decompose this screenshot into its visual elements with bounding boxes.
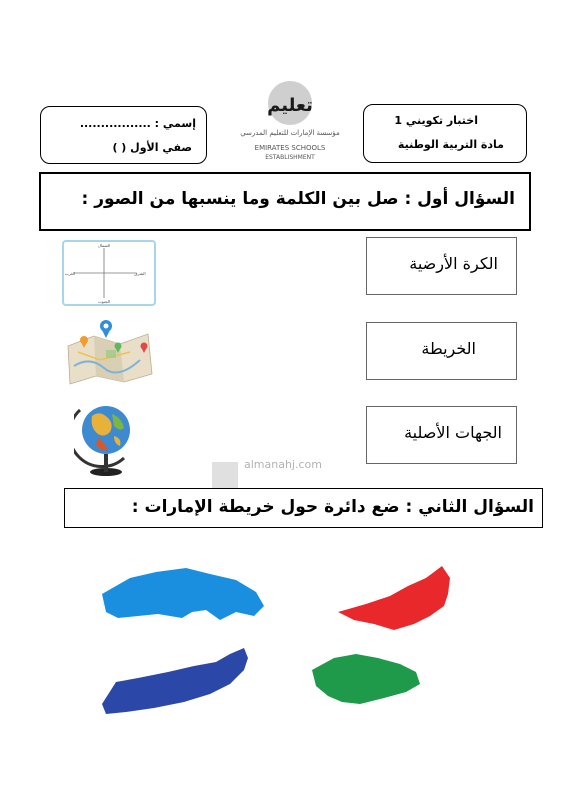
emirates-schools-logo bbox=[240, 73, 340, 168]
logo-org-en-2: ESTABLISHMENT bbox=[265, 154, 315, 161]
folded-map-image[interactable] bbox=[60, 316, 156, 386]
logo-org-en-1: EMIRATES SCHOOLS bbox=[254, 144, 326, 152]
map-option-red[interactable] bbox=[338, 566, 450, 630]
compass-east-label: الشرق bbox=[134, 271, 146, 276]
compass-south-label: الجنوب bbox=[98, 299, 110, 304]
globe-image[interactable] bbox=[74, 398, 138, 478]
watermark-logo-icon bbox=[212, 462, 238, 490]
exam-info-box bbox=[363, 104, 527, 163]
word-directions: الجهات الأصلية bbox=[404, 423, 502, 442]
word-box-globe[interactable] bbox=[366, 237, 517, 295]
student-class-field[interactable]: صفي الأول ( ) bbox=[112, 141, 192, 154]
subject-label: مادة التربية الوطنية bbox=[397, 138, 504, 151]
question1-header bbox=[39, 172, 531, 231]
watermark-text: almanahj.com bbox=[244, 458, 322, 471]
word-globe: الكرة الأرضية bbox=[409, 254, 498, 273]
map-option-navy[interactable] bbox=[102, 648, 248, 714]
map-pin-blue-icon bbox=[100, 320, 112, 338]
word-box-map[interactable] bbox=[366, 322, 517, 380]
question2-title: السؤال الثاني : ضع دائرة حول خريطة الإمارات : bbox=[131, 497, 534, 517]
compass-directions-image[interactable] bbox=[62, 240, 156, 306]
exam-title: اختبار تكويني 1 bbox=[394, 114, 478, 127]
question1-title: السؤال أول : صل بين الكلمة وما ينسبها من الصور : bbox=[81, 189, 515, 209]
maps-area bbox=[98, 558, 508, 720]
question2-header bbox=[64, 488, 543, 528]
word-map: الخريطة bbox=[421, 339, 476, 358]
map-option-blue[interactable] bbox=[102, 568, 264, 620]
compass-north-label: الشمال bbox=[97, 243, 111, 248]
student-info-box bbox=[40, 106, 207, 164]
word-box-directions[interactable] bbox=[366, 406, 517, 464]
map-option-green[interactable] bbox=[312, 654, 420, 704]
logo-org-arabic: مؤسسة الإمارات للتعليم المدرسي bbox=[240, 129, 340, 137]
logo-word: تعليم bbox=[267, 95, 313, 116]
student-name-field[interactable]: إسمي : ................. bbox=[79, 117, 196, 130]
compass-west-label: الغرب bbox=[64, 271, 76, 276]
